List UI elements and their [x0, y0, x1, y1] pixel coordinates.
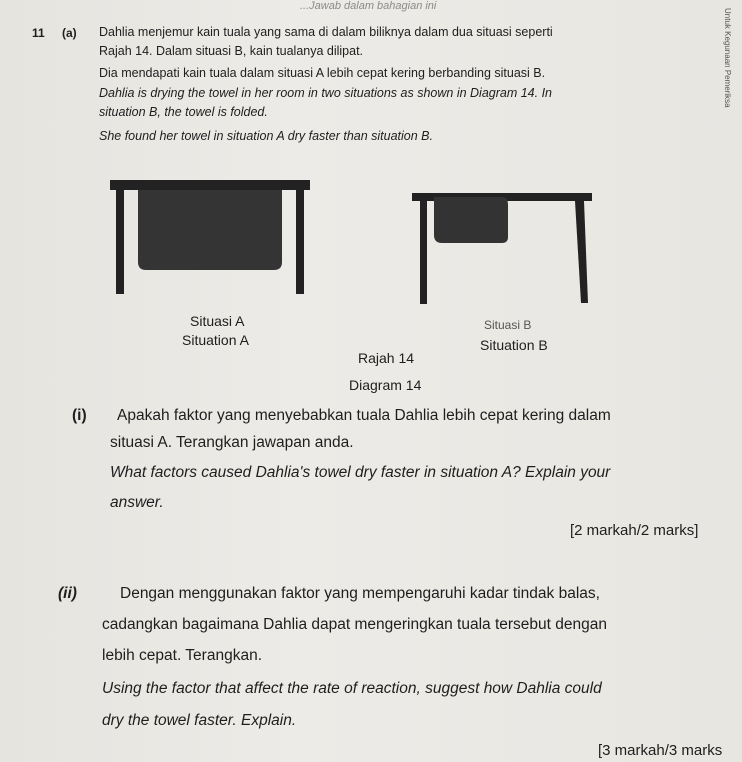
sub-question-ii-ms-line-3: lebih cepat. Terangkan.: [102, 647, 262, 664]
diagram-caption-ms: Rajah 14: [358, 350, 415, 366]
diagram-caption-en: Diagram 14: [349, 377, 422, 393]
stem-en-line-1: Dahlia is drying the towel in her room in two situations as shown in Diagram 14. In: [99, 86, 552, 100]
situation-a-left-post: [116, 190, 124, 294]
sub-question-ii-marks: [3 markah/3 marks: [598, 742, 723, 759]
sub-question-i-en-line-1: What factors caused Dahlia's towel dry faster in situation A? Explain your: [110, 464, 611, 481]
situation-a-right-post: [296, 190, 304, 294]
situation-a-towel: [138, 190, 282, 270]
stem-ms-line-1: Dahlia menjemur kain tuala yang sama di dalam biliknya dalam dua situasi seperti: [99, 25, 553, 39]
question-part: (a): [62, 26, 77, 40]
sub-question-ii-ms-line-2: cadangkan bagaimana Dahlia dapat mengeringkan tuala tersebut dengan: [102, 616, 607, 633]
situation-b-figure: [412, 193, 592, 305]
sub-question-i-en-line-2: answer.: [110, 494, 164, 511]
stem-ms-line-2: Rajah 14. Dalam situasi B, kain tualanya dilipat.: [99, 44, 364, 58]
sub-question-i-label: (i): [72, 407, 87, 424]
situation-a-label-en: Situation A: [182, 332, 249, 348]
examiner-use-strip: [682, 0, 742, 140]
sub-question-ii-label: (ii): [58, 585, 77, 602]
situation-b-right-post: [575, 201, 588, 303]
situation-a-rail: [110, 180, 310, 190]
sub-question-ii-en-line-1: Using the factor that affect the rate of reaction, suggest how Dahlia could: [102, 680, 602, 697]
sub-question-i-marks: [2 markah/2 marks]: [570, 522, 699, 539]
sub-question-i-ms-line-1: Apakah faktor yang menyebabkan tuala Dahlia lebih cepat kering dalam: [117, 407, 611, 424]
sub-question-i-ms-line-2: situasi A. Terangkan jawapan anda.: [110, 434, 354, 451]
situation-a-label-ms: Situasi A: [190, 313, 245, 329]
question-number: 11: [32, 26, 45, 40]
situation-b-label-ms: Situasi B: [484, 318, 532, 332]
stem-ms-line-3: Dia mendapati kain tuala dalam situasi A lebih cepat kering berbanding situasi B.: [99, 66, 546, 80]
stem-en-line-2: situation B, the towel is folded.: [99, 105, 268, 119]
sub-question-ii-ms-line-1: Dengan menggunakan faktor yang mempengaruhi kadar tindak balas,: [120, 585, 600, 602]
situation-b-folded-towel: [434, 197, 508, 243]
situation-b-label-en: Situation B: [480, 337, 548, 353]
header-note: ...Jawab dalam bahagian ini: [300, 0, 437, 12]
sub-question-ii-en-line-2: dry the towel faster. Explain.: [102, 712, 297, 729]
situation-a-figure: [110, 180, 310, 295]
situation-b-left-post: [420, 201, 427, 304]
stem-en-line-3: She found her towel in situation A dry faster than situation B.: [99, 129, 433, 143]
examiner-use-label: Untuk Kegunaan Pemeriksa: [723, 8, 732, 108]
